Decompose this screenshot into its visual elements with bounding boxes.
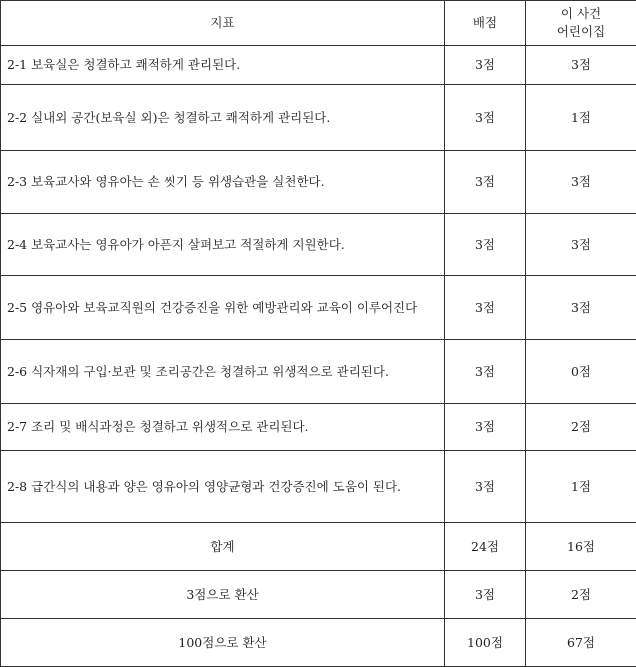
header-center-line2: 어린이집 (526, 23, 636, 41)
center-score-cell: 2점 (526, 571, 636, 619)
table-row (1, 46, 636, 85)
center-score-cell: 0점 (526, 340, 636, 404)
summary-row-total (1, 523, 636, 571)
indicator-cell: 2-6 식자재의 구입·보관 및 조리공간은 청결하고 위생적으로 관리된다. (1, 340, 445, 404)
header-center-score (526, 1, 636, 46)
summary-label: 합계 (1, 523, 445, 571)
header-indicator: 지표 (1, 1, 445, 46)
indicator-cell: 2-3 보육교사와 영유아는 손 씻기 등 위생습관을 실천한다. (1, 151, 445, 214)
max-score-cell: 3점 (445, 151, 526, 214)
indicator-cell: 2-8 급간식의 내용과 양은 영유아의 영양균형과 건강증진에 도움이 된다. (1, 451, 445, 523)
summary-label: 100점으로 환산 (1, 619, 445, 667)
table-row (1, 276, 636, 340)
summary-row-100pt (1, 619, 636, 667)
center-score-cell: 16점 (526, 523, 636, 571)
max-score-cell: 100점 (445, 619, 526, 667)
max-score-cell: 3점 (445, 340, 526, 404)
center-score-cell: 3점 (526, 46, 636, 85)
max-score-cell: 24점 (445, 523, 526, 571)
center-score-cell: 1점 (526, 85, 636, 151)
indicator-cell: 2-7 조리 및 배식과정은 청결하고 위생적으로 관리된다. (1, 404, 445, 451)
max-score-cell: 3점 (445, 276, 526, 340)
header-center-line1: 이 사건 (526, 5, 636, 23)
max-score-cell: 3점 (445, 571, 526, 619)
max-score-cell: 3점 (445, 404, 526, 451)
table-row (1, 214, 636, 276)
table-row (1, 340, 636, 404)
max-score-cell: 3점 (445, 451, 526, 523)
indicator-cell: 2-2 실내외 공간(보육실 외)은 청결하고 쾌적하게 관리된다. (1, 85, 445, 151)
max-score-cell: 3점 (445, 85, 526, 151)
table-row (1, 451, 636, 523)
center-score-cell: 3점 (526, 276, 636, 340)
indicator-cell: 2-4 보육교사는 영유아가 아픈지 살펴보고 적절하게 지원한다. (1, 214, 445, 276)
max-score-cell: 3점 (445, 214, 526, 276)
indicator-cell: 2-1 보육실은 청결하고 쾌적하게 관리된다. (1, 46, 445, 85)
center-score-cell: 1점 (526, 451, 636, 523)
table-row (1, 151, 636, 214)
table-row (1, 404, 636, 451)
center-score-cell: 3점 (526, 151, 636, 214)
header-row (1, 1, 636, 46)
summary-row-3pt (1, 571, 636, 619)
center-score-cell: 3점 (526, 214, 636, 276)
table-row (1, 85, 636, 151)
indicator-cell: 2-5 영유아와 보육교직원의 건강증진을 위한 예방관리와 교육이 이루어진다 (1, 276, 445, 340)
center-score-cell: 67점 (526, 619, 636, 667)
max-score-cell: 3점 (445, 46, 526, 85)
header-max-score: 배점 (445, 1, 526, 46)
center-score-cell: 2점 (526, 404, 636, 451)
summary-label: 3점으로 환산 (1, 571, 445, 619)
